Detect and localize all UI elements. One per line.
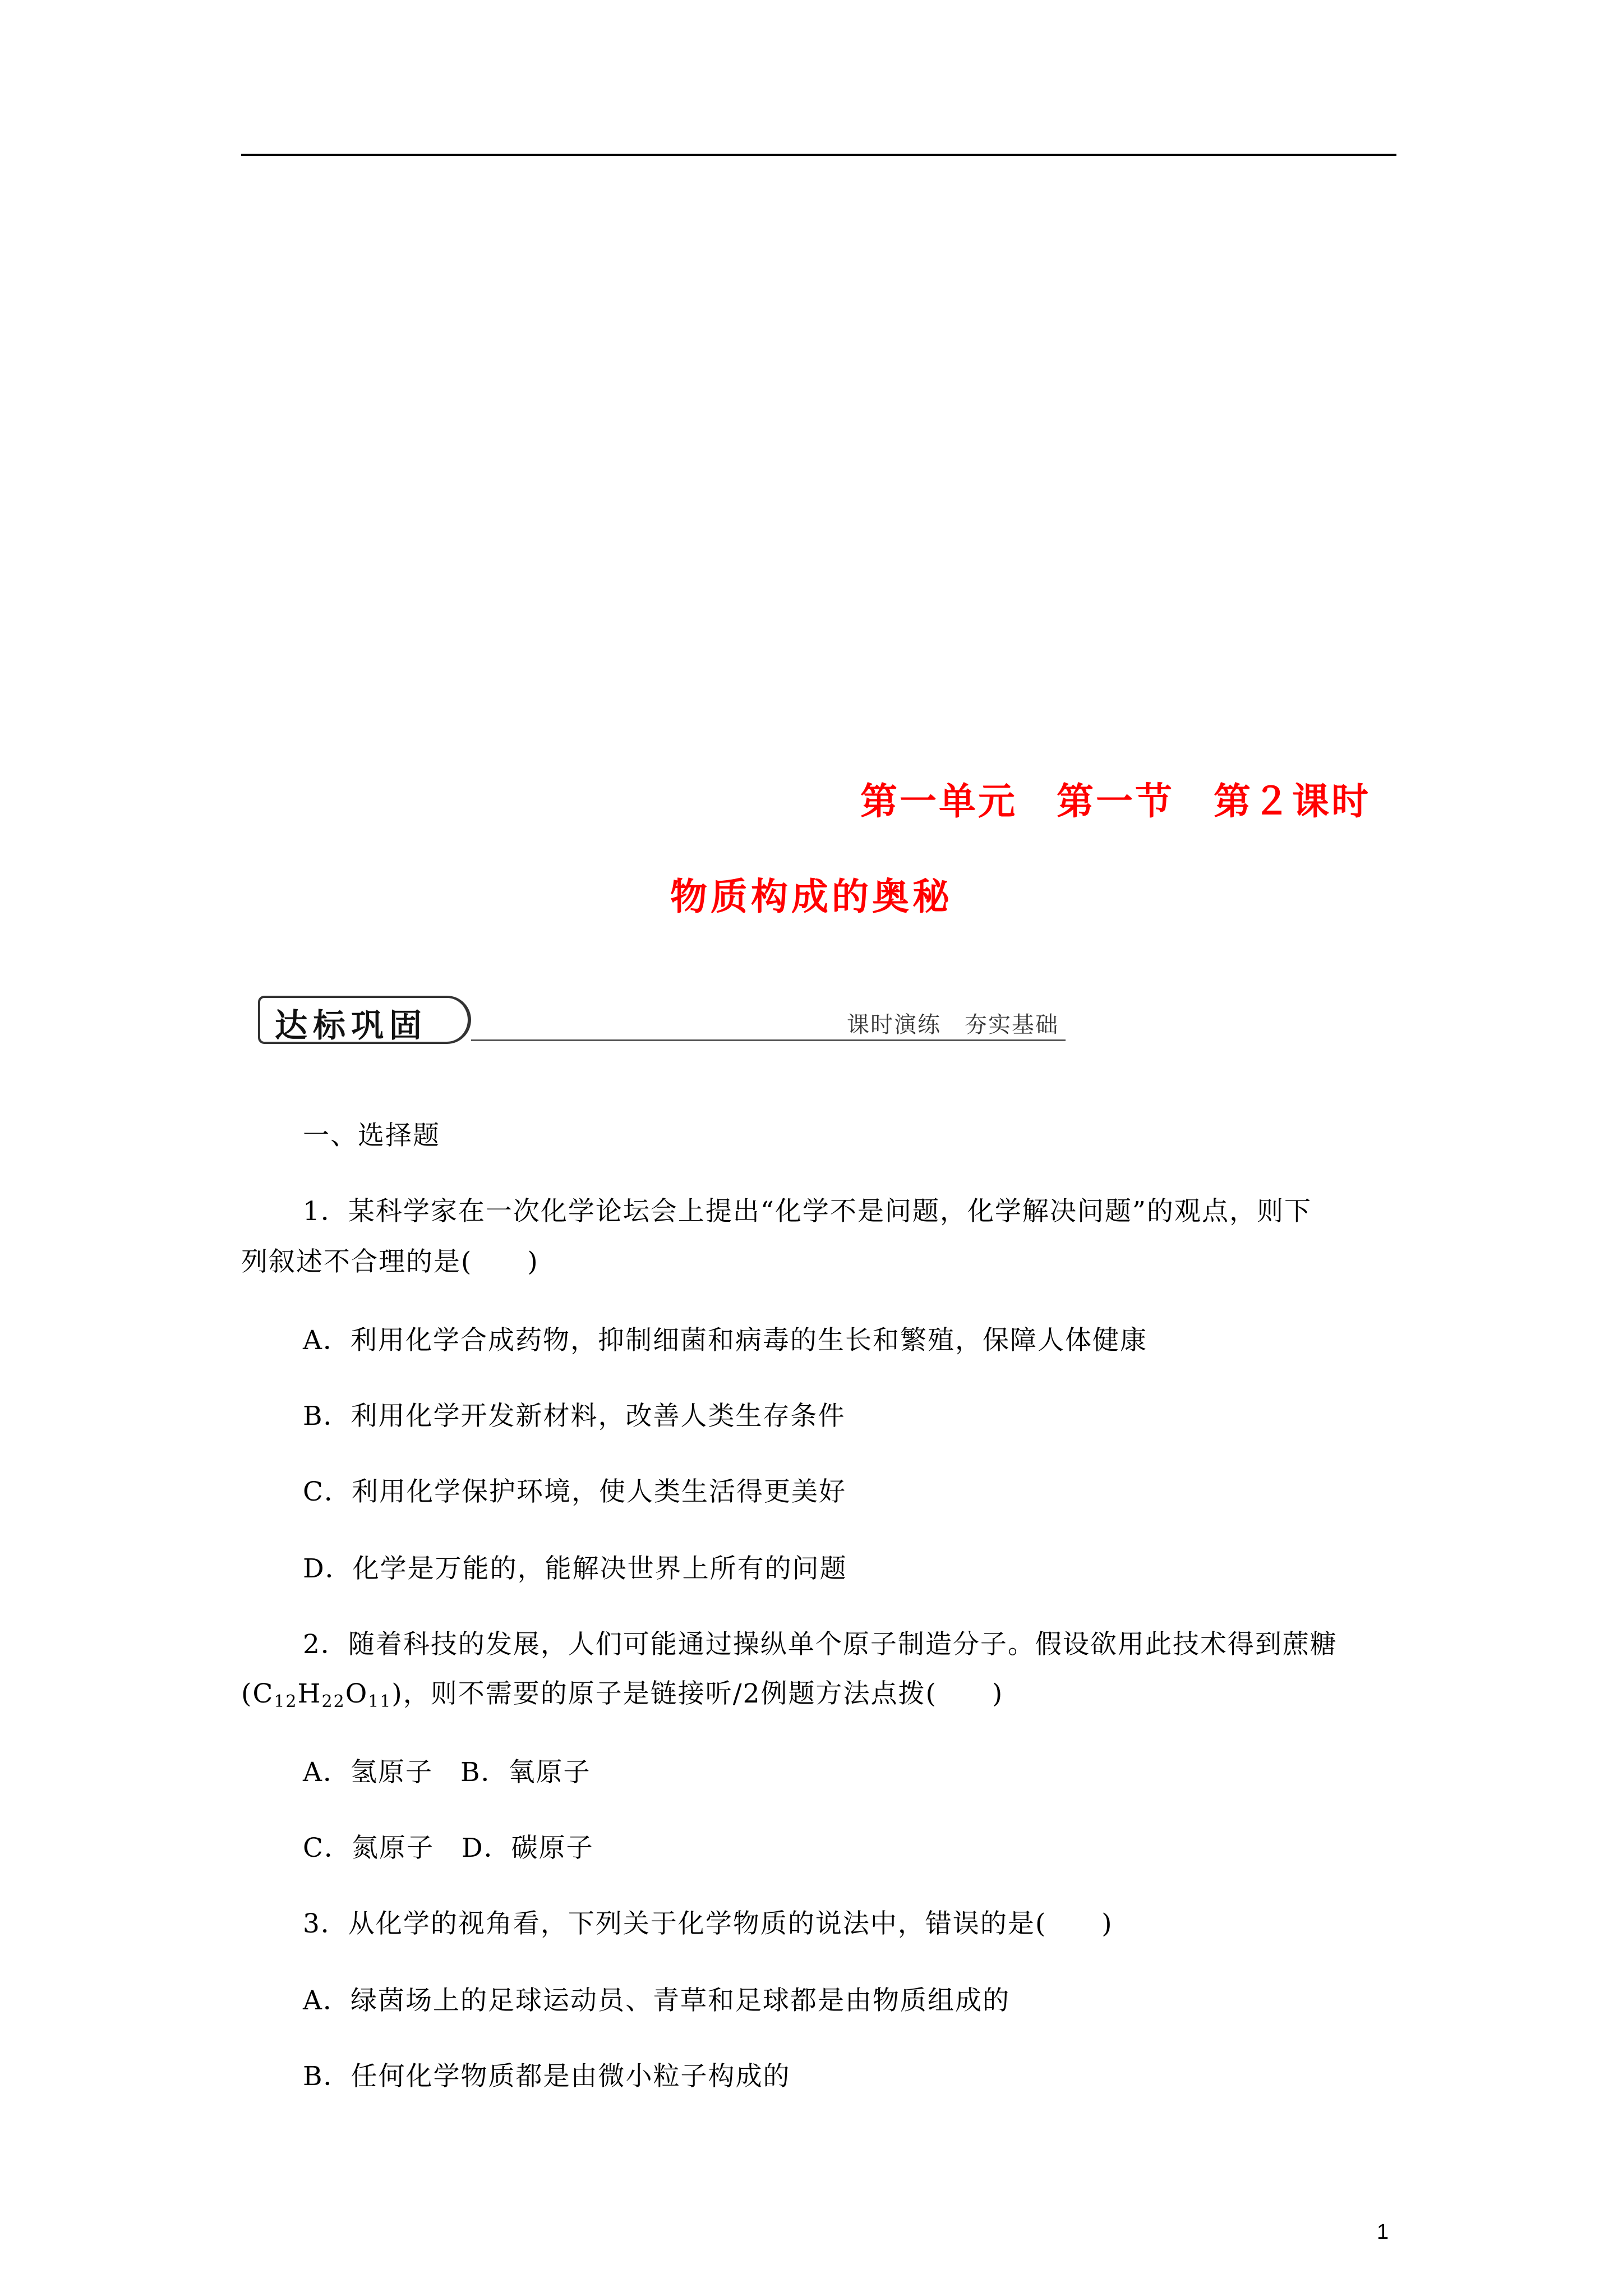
question-3-option-b: B．任何化学物质都是由微小粒子构成的: [303, 2061, 791, 2092]
question-1-option-a: A．利用化学合成药物，抑制细菌和病毒的生长和繁殖，保障人体健康: [303, 1325, 1147, 1356]
lesson-subtitle: 物质构成的奥秘: [670, 875, 953, 918]
section-heading: 一、选择题: [303, 1120, 440, 1151]
question-1-option-c: C．利用化学保护环境，使人类生活得更美好: [303, 1476, 846, 1507]
question-2-stem-cont: $(C_{12}H_{22}O_{11})$，则不需要的原子是链接听/2例题方法点拨( ): [241, 1678, 1004, 1711]
formula-h: H: [297, 1678, 322, 1709]
question-1-stem-cont: 列叙述不合理的是( ): [241, 1246, 539, 1277]
banner-subtitle: 课时演练 夯实基础: [847, 1012, 1059, 1038]
question-1-option-b: B．利用化学开发新材料，改善人类生存条件: [303, 1401, 846, 1432]
header-rule: [241, 154, 1396, 156]
section-banner: [258, 996, 1066, 1046]
formula-o: O: [345, 1678, 368, 1709]
question-2-options-cd: C．氮原子 D．碳原子: [303, 1833, 594, 1864]
question-2-options-ab: A．氢原子 B．氧原子: [303, 1757, 591, 1788]
banner-title: 达标巩固: [275, 1006, 428, 1045]
formula-c: C: [252, 1678, 274, 1709]
page-number: 1: [1377, 2220, 1389, 2244]
question-3-stem: 3．从化学的视角看，下列关于化学物质的说法中，错误的是( ): [303, 1908, 1113, 1939]
lesson-title: 第一单元 第一节 第２课时: [860, 779, 1371, 823]
question-2-stem: 2．随着科技的发展，人们可能通过操纵单个原子制造分子。假设欲用此技术得到蔗糖: [303, 1629, 1338, 1660]
question-1-option-d: D．化学是万能的，能解决世界上所有的问题: [303, 1553, 847, 1584]
question-1-stem: 1．某科学家在一次化学论坛会上提出“化学不是问题，化学解决问题”的观点，则下: [303, 1196, 1312, 1227]
question-3-option-a: A．绿茵场上的足球运动员、青草和足球都是由物质组成的: [303, 1985, 1010, 2016]
banner-underline: [471, 1039, 1066, 1041]
